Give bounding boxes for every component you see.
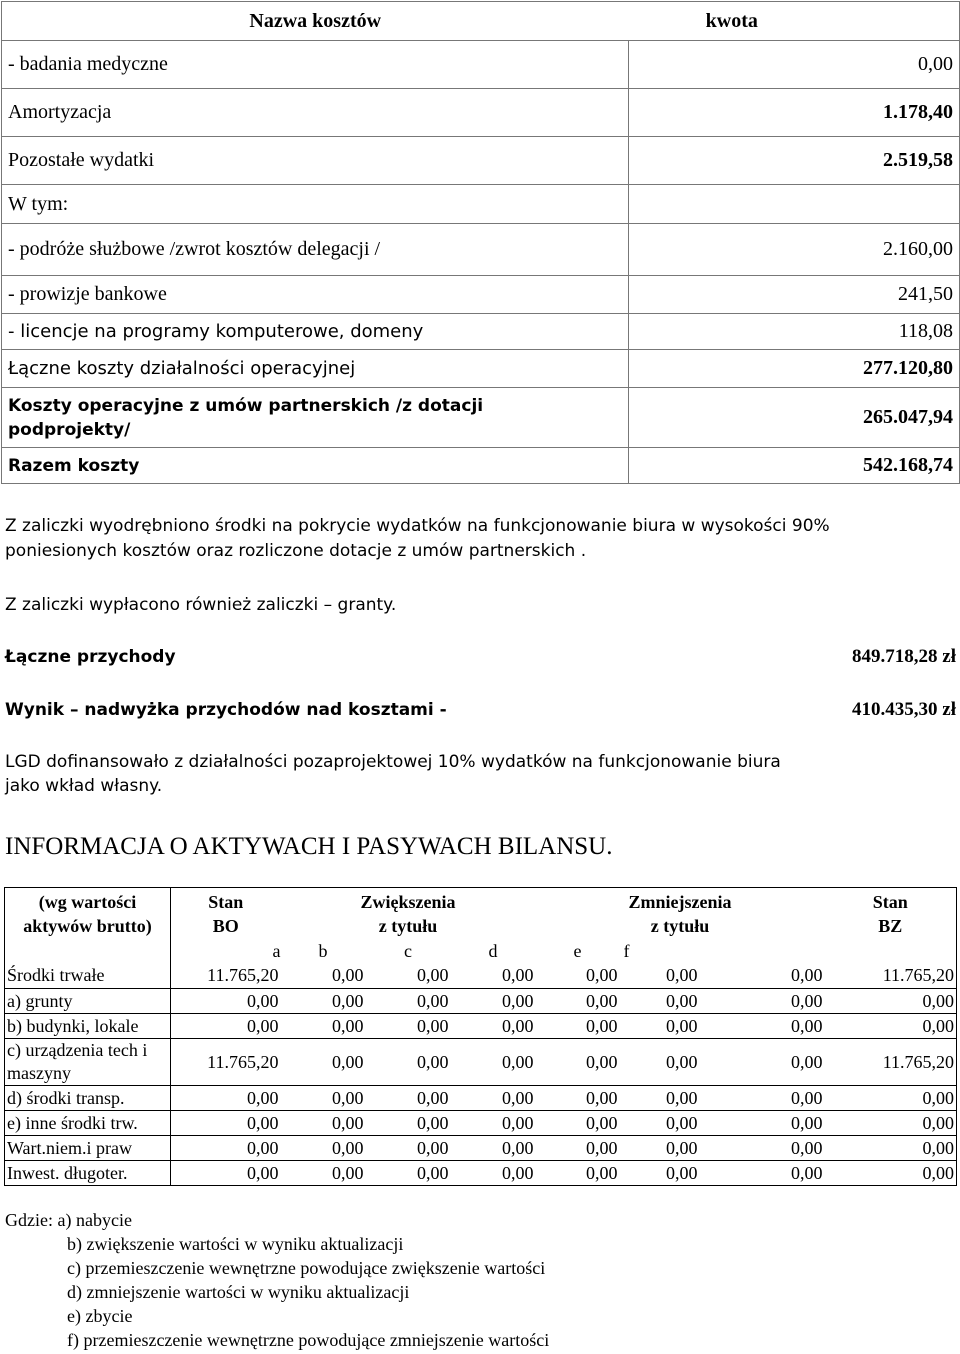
- asset-value: 0,00: [417, 1112, 449, 1133]
- asset-value: 0,00: [586, 1112, 618, 1133]
- asset-value: 0,00: [791, 1051, 823, 1072]
- cost-amount: 0,00: [629, 41, 960, 89]
- asset-value: 0,00: [247, 1015, 279, 1036]
- costs-header-amount: kwota: [629, 2, 960, 41]
- cost-name: Amortyzacja: [2, 89, 629, 137]
- costs-row: [2, 388, 960, 448]
- letter-e: e: [573, 941, 582, 961]
- costs-row: [2, 41, 960, 89]
- asset-value: 0,00: [791, 1137, 823, 1158]
- asset-row: [5, 1161, 957, 1186]
- cost-name: - badania medyczne: [2, 41, 629, 89]
- paragraph-lgd: [5, 750, 781, 798]
- asset-value: 0,00: [666, 1112, 698, 1133]
- asset-value: 0,00: [502, 1087, 534, 1108]
- asset-value: 0,00: [417, 1162, 449, 1183]
- asset-label-line: maszyny: [7, 1063, 71, 1083]
- letter-b: b: [318, 941, 328, 961]
- costs-header-name: Nazwa kosztów: [2, 2, 629, 41]
- assets-header-row: [5, 888, 957, 940]
- asset-value: 0,00: [825, 1014, 957, 1039]
- result-value: 410.435,30 zł: [852, 699, 956, 720]
- cost-amount: 542.168,74: [629, 448, 960, 484]
- paragraph-line: jako wkład własny.: [5, 776, 163, 796]
- cost-amount: 2.160,00: [629, 224, 960, 276]
- asset-value: 0,00: [791, 1015, 823, 1036]
- header-line: z tytułu: [650, 915, 710, 936]
- assets-header-increases: [281, 888, 536, 940]
- asset-value: 0,00: [666, 1015, 698, 1036]
- asset-value: 0,00: [791, 1087, 823, 1108]
- asset-label: Środki trwałe: [5, 964, 171, 989]
- legend-item: c) przemieszczenie wewnętrzne powodujące zwiększenie wartości: [67, 1258, 546, 1278]
- asset-value: 0,00: [825, 1161, 957, 1186]
- assets-letters-row: [5, 940, 957, 964]
- header-line: Stan: [872, 891, 908, 912]
- income-label: Łączne przychody: [5, 647, 176, 667]
- letters-spacer: [700, 940, 825, 964]
- asset-value: 0,00: [586, 1087, 618, 1108]
- legend-item: f) przemieszczenie wewnętrzne powodujące zmniejszenie wartości: [67, 1330, 550, 1350]
- asset-value: 0,00: [332, 1015, 364, 1036]
- asset-value: 0,00: [586, 1015, 618, 1036]
- legend-item: d) zmniejszenie wartości w wyniku aktualizacji: [67, 1282, 410, 1302]
- asset-label: d) środki transp.: [5, 1086, 171, 1111]
- asset-value: 11.765,20: [825, 964, 957, 989]
- assets-header-stan-bo: [171, 888, 281, 940]
- asset-value: 0,00: [791, 1162, 823, 1183]
- asset-value: 0,00: [666, 965, 698, 986]
- cost-name: - prowizje bankowe: [2, 276, 629, 314]
- cost-name-line: podprojekty/: [8, 419, 131, 440]
- costs-row: [2, 350, 960, 388]
- costs-header-row: [2, 2, 960, 41]
- header-line: aktywów brutto): [23, 915, 152, 936]
- asset-value: 0,00: [332, 1112, 364, 1133]
- assets-header-decreases: [536, 888, 825, 940]
- asset-label: Inwest. długoter.: [5, 1161, 171, 1186]
- assets-header-stan-bz: [825, 888, 957, 940]
- cost-amount: 1.178,40: [629, 89, 960, 137]
- cost-amount: 277.120,80: [629, 350, 960, 388]
- legend-intro: Gdzie: a) nabycie: [5, 1210, 132, 1230]
- asset-value: 0,00: [247, 1137, 279, 1158]
- asset-value: 0,00: [825, 989, 957, 1014]
- paragraph-grants: Z zaliczki wypłacono również zaliczki – granty.: [5, 595, 397, 615]
- asset-value: 0,00: [825, 1111, 957, 1136]
- section-title: INFORMACJA O AKTYWACH I PASYWACH BILANSU.: [5, 833, 613, 860]
- cost-amount: 2.519,58: [629, 137, 960, 185]
- cost-name: [2, 388, 629, 448]
- cost-name: Łączne koszty działalności operacyjnej: [2, 350, 629, 388]
- asset-value: 0,00: [332, 1087, 364, 1108]
- asset-value: 0,00: [247, 1112, 279, 1133]
- letters-spacer: [825, 940, 957, 964]
- asset-label: a) grunty: [5, 989, 171, 1014]
- asset-value: 0,00: [247, 1162, 279, 1183]
- costs-row: [2, 314, 960, 350]
- header-line: Zwiększenia: [360, 891, 456, 912]
- cost-name: Pozostałe wydatki: [2, 137, 629, 185]
- asset-value: 0,00: [791, 965, 823, 986]
- asset-value: 0,00: [332, 965, 364, 986]
- asset-value: 0,00: [825, 1136, 957, 1161]
- cost-name: - podróże służbowe /zwrot kosztów delegacji /: [2, 224, 629, 276]
- legend-item: e) zbycie: [67, 1306, 133, 1326]
- letter-d: d: [488, 941, 498, 961]
- asset-value: 0,00: [666, 990, 698, 1011]
- assets-body: [5, 964, 957, 1186]
- costs-row: [2, 276, 960, 314]
- asset-value: 0,00: [791, 1112, 823, 1133]
- costs-row: [2, 448, 960, 484]
- asset-value: 0,00: [332, 990, 364, 1011]
- cost-name: - licencje na programy komputerowe, domeny: [2, 314, 629, 350]
- cost-amount: 265.047,94: [629, 388, 960, 448]
- paragraph-line: LGD dofinansowało z działalności pozaprojektowej 10% wydatków na funkcjonowanie biura: [5, 752, 781, 772]
- asset-value: 0,00: [586, 1137, 618, 1158]
- asset-row: [5, 1136, 957, 1161]
- assets-header-basis: [5, 888, 171, 940]
- asset-label: Wart.niem.i praw: [5, 1136, 171, 1161]
- asset-value: 0,00: [417, 1087, 449, 1108]
- assets-table: [4, 887, 957, 1186]
- asset-value: 0,00: [586, 990, 618, 1011]
- asset-value: 0,00: [586, 1162, 618, 1183]
- cost-name-line: Koszty operacyjne z umów partnerskich /z dotacji: [8, 395, 484, 416]
- asset-value: 0,00: [825, 1086, 957, 1111]
- asset-row: [5, 964, 957, 989]
- asset-value: 0,00: [666, 1087, 698, 1108]
- cost-name: Razem koszty: [2, 448, 629, 484]
- cost-amount: 241,50: [629, 276, 960, 314]
- asset-row: [5, 1086, 957, 1111]
- cost-name: W tym:: [2, 185, 629, 224]
- asset-value: 0,00: [666, 1051, 698, 1072]
- asset-value: 0,00: [666, 1137, 698, 1158]
- asset-row: [5, 989, 957, 1014]
- asset-label-line: c) urządzenia tech i: [7, 1040, 148, 1060]
- asset-value: 0,00: [586, 1051, 618, 1072]
- asset-row: [5, 1014, 957, 1039]
- asset-value: 11.765,20: [825, 1039, 957, 1086]
- asset-value: 11.765,20: [207, 1051, 279, 1072]
- costs-row: [2, 137, 960, 185]
- cost-amount: 118,08: [629, 314, 960, 350]
- asset-label: e) inne środki trw.: [5, 1111, 171, 1136]
- header-line: Zmniejszenia: [628, 891, 732, 912]
- asset-value: 0,00: [332, 1137, 364, 1158]
- header-line: (wg wartości: [38, 891, 137, 912]
- asset-value: 0,00: [417, 1137, 449, 1158]
- legend-list: [67, 1232, 549, 1352]
- header-line: BO: [212, 915, 239, 936]
- asset-value: 0,00: [417, 990, 449, 1011]
- result-label: Wynik – nadwyżka przychodów nad kosztami -: [5, 700, 447, 720]
- asset-row: [5, 1039, 957, 1086]
- legend-item: b) zwiększenie wartości w wyniku aktualizacji: [67, 1234, 404, 1254]
- asset-value: 0,00: [791, 990, 823, 1011]
- income-value: 849.718,28 zł: [852, 646, 956, 667]
- asset-row: [5, 1111, 957, 1136]
- header-line: z tytułu: [378, 915, 438, 936]
- costs-row: [2, 185, 960, 224]
- asset-value: 0,00: [417, 965, 449, 986]
- asset-value: 0,00: [417, 1015, 449, 1036]
- letters-spacer: [5, 940, 171, 964]
- costs-row: [2, 89, 960, 137]
- cost-amount: [629, 185, 960, 224]
- asset-label: [5, 1039, 171, 1086]
- letter-a: a: [272, 941, 281, 961]
- paragraph-advance: [5, 514, 830, 564]
- asset-value: 0,00: [332, 1162, 364, 1183]
- asset-value: 0,00: [247, 990, 279, 1011]
- asset-value: 0,00: [666, 1162, 698, 1183]
- asset-value: 0,00: [502, 1015, 534, 1036]
- asset-value: 0,00: [502, 990, 534, 1011]
- asset-value: 0,00: [332, 1051, 364, 1072]
- asset-value: 0,00: [417, 1051, 449, 1072]
- paragraph-line: Z zaliczki wyodrębniono środki na pokrycie wydatków na funkcjonowanie biura w wysokości 90%: [5, 516, 830, 536]
- header-line: BZ: [878, 915, 903, 936]
- header-line: Stan: [208, 891, 244, 912]
- asset-value: 0,00: [502, 1162, 534, 1183]
- asset-value: 0,00: [586, 965, 618, 986]
- asset-value: 0,00: [502, 965, 534, 986]
- costs-table: [1, 1, 960, 484]
- costs-row: [2, 224, 960, 276]
- asset-label: b) budynki, lokale: [5, 1014, 171, 1039]
- asset-value: 0,00: [502, 1051, 534, 1072]
- letter-c: c: [404, 941, 412, 961]
- asset-value: 0,00: [502, 1112, 534, 1133]
- letter-f: f: [623, 941, 630, 961]
- asset-value: 0,00: [502, 1137, 534, 1158]
- paragraph-line: poniesionych kosztów oraz rozliczone dotacje z umów partnerskich .: [5, 541, 587, 561]
- asset-value: 0,00: [247, 1087, 279, 1108]
- asset-value: 11.765,20: [207, 965, 279, 986]
